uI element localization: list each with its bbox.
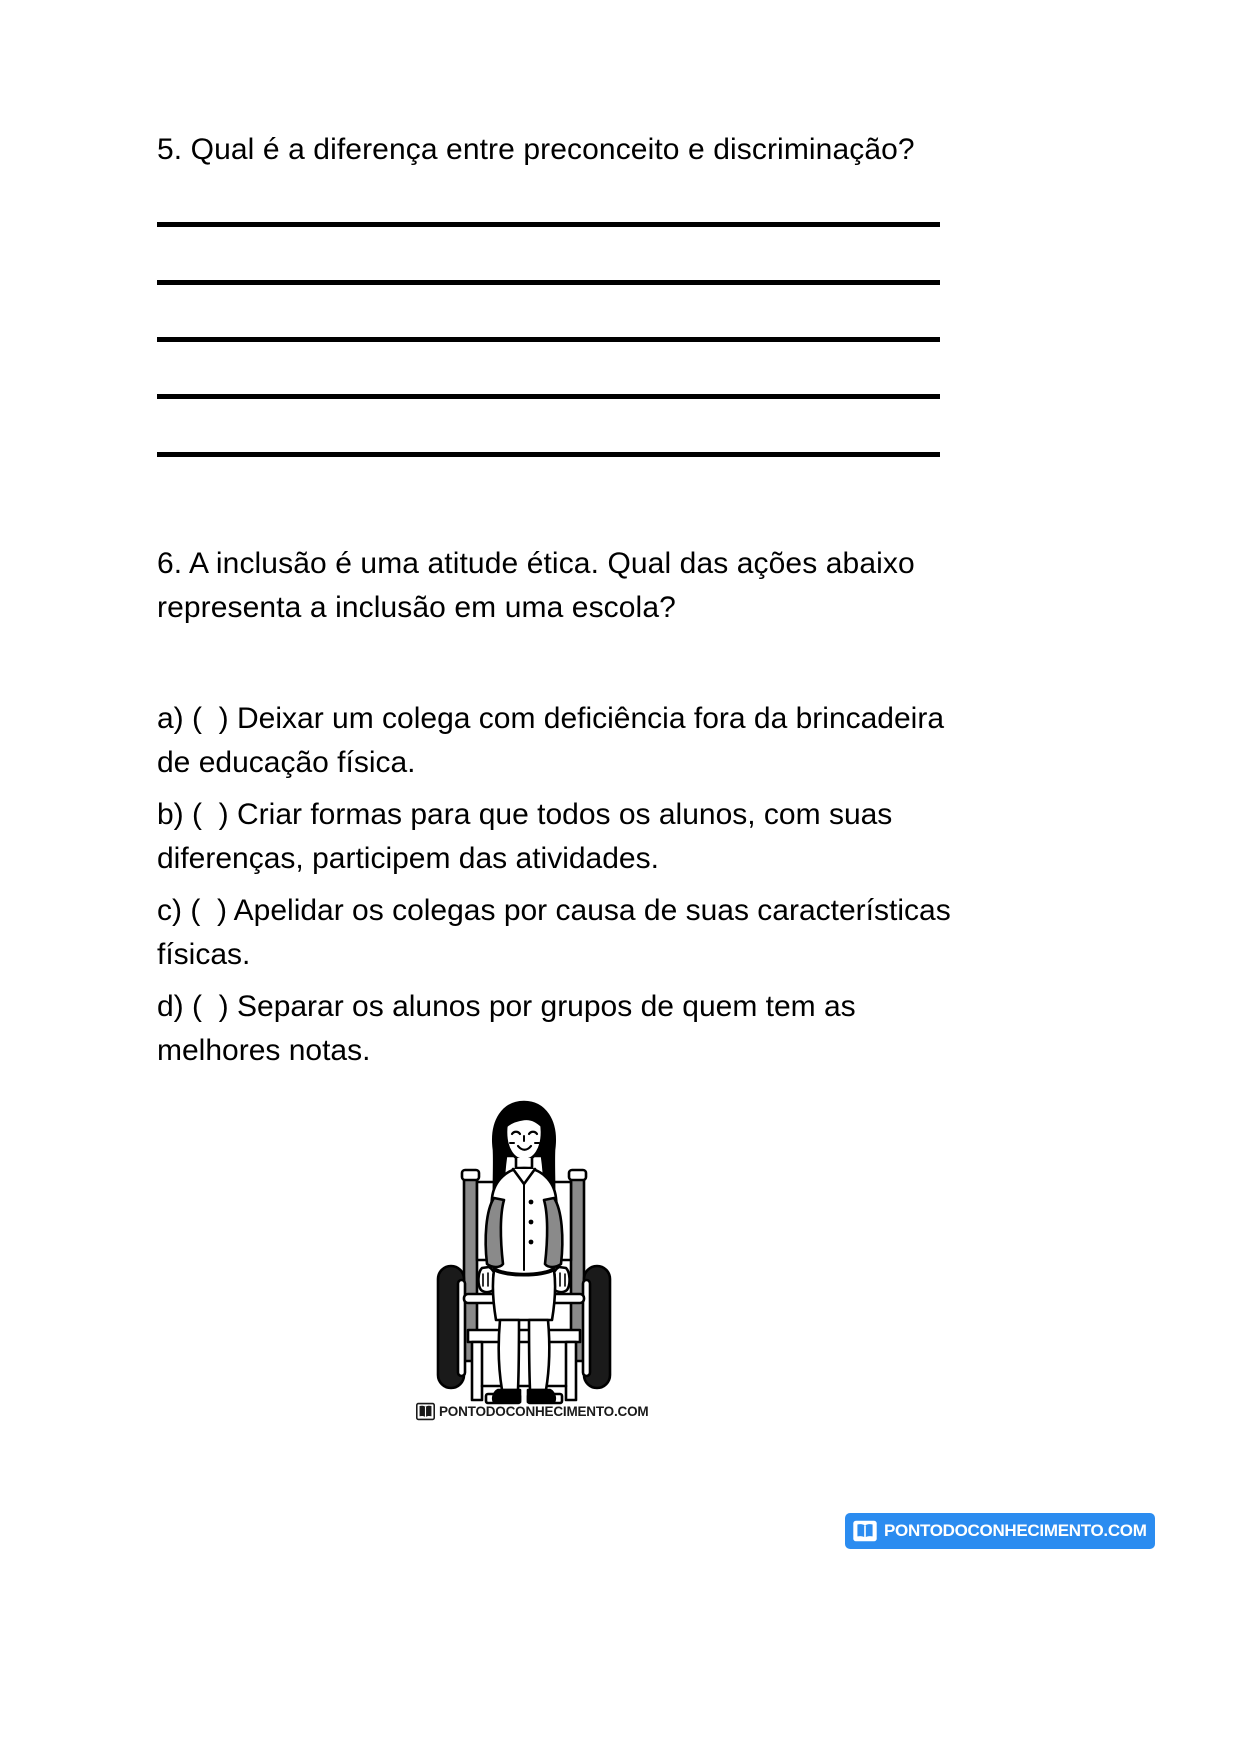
question-6-title: 6. A inclusão é uma atitude ética. Qual das ações abaixo representa a inclusão em uma escola?	[157, 547, 924, 624]
watermark-text: PONTODOCONHECIMENTO.COM	[439, 1404, 649, 1419]
question-6-option-c[interactable]: c) ( ) Apelidar os colegas por causa de suas características físicas.	[157, 894, 960, 971]
answer-line	[157, 222, 940, 227]
question-6-option-a[interactable]: a) ( ) Deixar um colega com deficiência fora da brincadeira de educação física.	[157, 702, 953, 779]
question-5-title: 5. Qual é a diferença entre preconceito e discriminação?	[157, 133, 915, 166]
answer-line	[157, 337, 940, 342]
footer-brand-text: PONTODOCONHECIMENTO.COM	[884, 1521, 1147, 1540]
book-icon	[416, 1402, 435, 1421]
watermark	[416, 1402, 648, 1421]
girl-in-wheelchair-illustration	[424, 1098, 624, 1410]
footer-brand-badge[interactable]	[845, 1513, 1155, 1549]
question-6-option-d[interactable]: d) ( ) Separar os alunos por grupos de quem tem as melhores notas.	[157, 990, 865, 1067]
answer-line	[157, 452, 940, 457]
question-6-option-b[interactable]: b) ( ) Criar formas para que todos os alunos, com suas diferenças, participem das atividades.	[157, 798, 901, 875]
answer-line	[157, 280, 940, 285]
book-icon	[852, 1518, 878, 1544]
answer-line	[157, 394, 940, 399]
